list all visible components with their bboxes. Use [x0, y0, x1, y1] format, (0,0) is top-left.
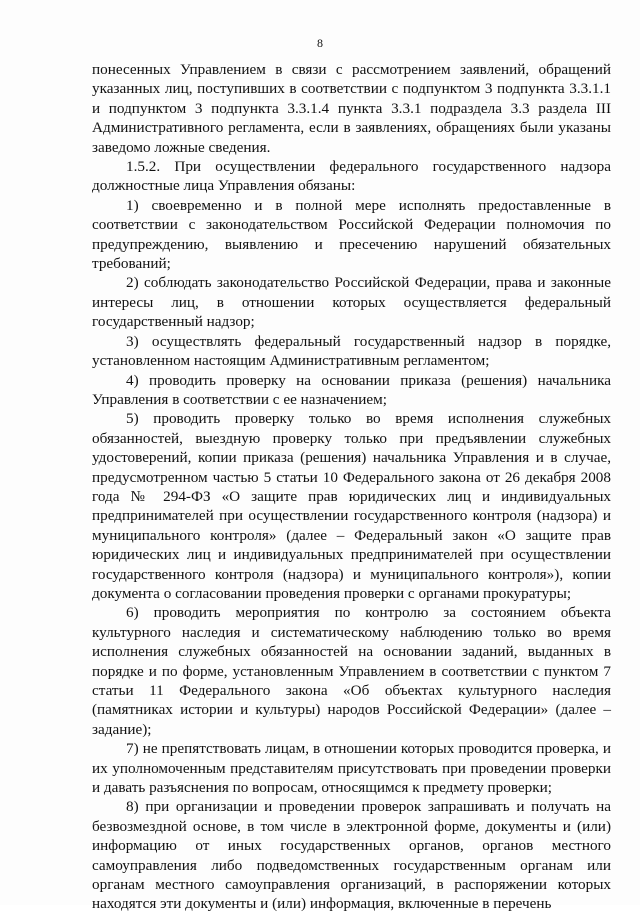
paragraph-1-5-2: 1.5.2. При осуществлении федерального государственного надзора должностные лица Управления обязаны: — [92, 158, 611, 195]
list-item-3: 3) осуществлять федеральный государственный надзор в порядке, установленном настоящим Административным регламентом; — [92, 332, 611, 370]
list-item-5: 5) проводить проверку только во время исполнения служебных обязанностей, выездную проверку только при предъявлении служебных удостоверений, копии приказа (решения) начальника Управления и в случае, предусмотренном частью 5 статьи 10 Федерального закона от 26 декабря 2008 года № 294-ФЗ «О защите прав юридических лиц и индивидуальных предпринимателей при осуществлении государственного контроля (надзора) и муниципального контроля» (далее – Федеральный закон «О защите прав юридических лиц и индивидуальных предпринимателей при осуществлении государственного контроля (надзора) и муниципального контроля»), копии документа о согласовании проведения проверки с органами прокуратуры; — [92, 410, 611, 602]
list-item-7: 7) не препятствовать лицам, в отношении которых проводится проверка, и их уполномоченным представителям присутствовать при проведении проверки и давать разъяснения по вопросам, относящимся к предмету проверки; — [92, 740, 611, 797]
document-body — [92, 60, 611, 914]
list-item-4: 4) проводить проверку на основании приказа (решения) начальника Управления в соответствии с ее назначением; — [92, 371, 611, 408]
list-item-6: 6) проводить мероприятия по контролю за состоянием объекта культурного наследия и систематическому наблюдению только во время исполнения служебных обязанностей на основании заданий, выданных в порядке и по форме, установленным Управлением в соответствии с пунктом 7 статьи 11 Федерального закона «Об объектах культурного наследия (памятниках истории и культуры) народов Российской Федерации» (далее – задание); — [92, 604, 611, 738]
paragraph-continuation: понесенных Управлением в связи с рассмотрением заявлений, обращений указанных лиц, поступивших в соответствии с подпунктом 3 подпункта 3.3.1.1 и подпунктом 3 подпункта 3.3.1.4 пункта 3.3.1 подраздела 3.3 раздела III Административного регламента, если в заявлениях, обращениях были указаны заведомо ложные сведения. — [92, 61, 611, 156]
list-item-1: 1) своевременно и в полной мере исполнять предоставленные в соответствии с законодательством Российской Федерации полномочия по предупреждению, выявлению и пресечению нарушений обязательных требований; — [92, 196, 611, 273]
list-item-2: 2) соблюдать законодательство Российской Федерации, права и законные интересы лиц, в отношении которых осуществляется федеральный государственный надзор; — [92, 274, 611, 331]
page-number: 8 — [317, 36, 323, 50]
list-item-8: 8) при организации и проведении проверок запрашивать и получать на безвозмездной основе, в том числе в электронной форме, документы и (или) информацию от иных государственных органов, органов местного самоуправления либо подведомственных государственным органам или органам местного самоуправления организаций, в распоряжении которых находятся эти документы и (или) информация, включенные в перечень — [92, 798, 611, 913]
